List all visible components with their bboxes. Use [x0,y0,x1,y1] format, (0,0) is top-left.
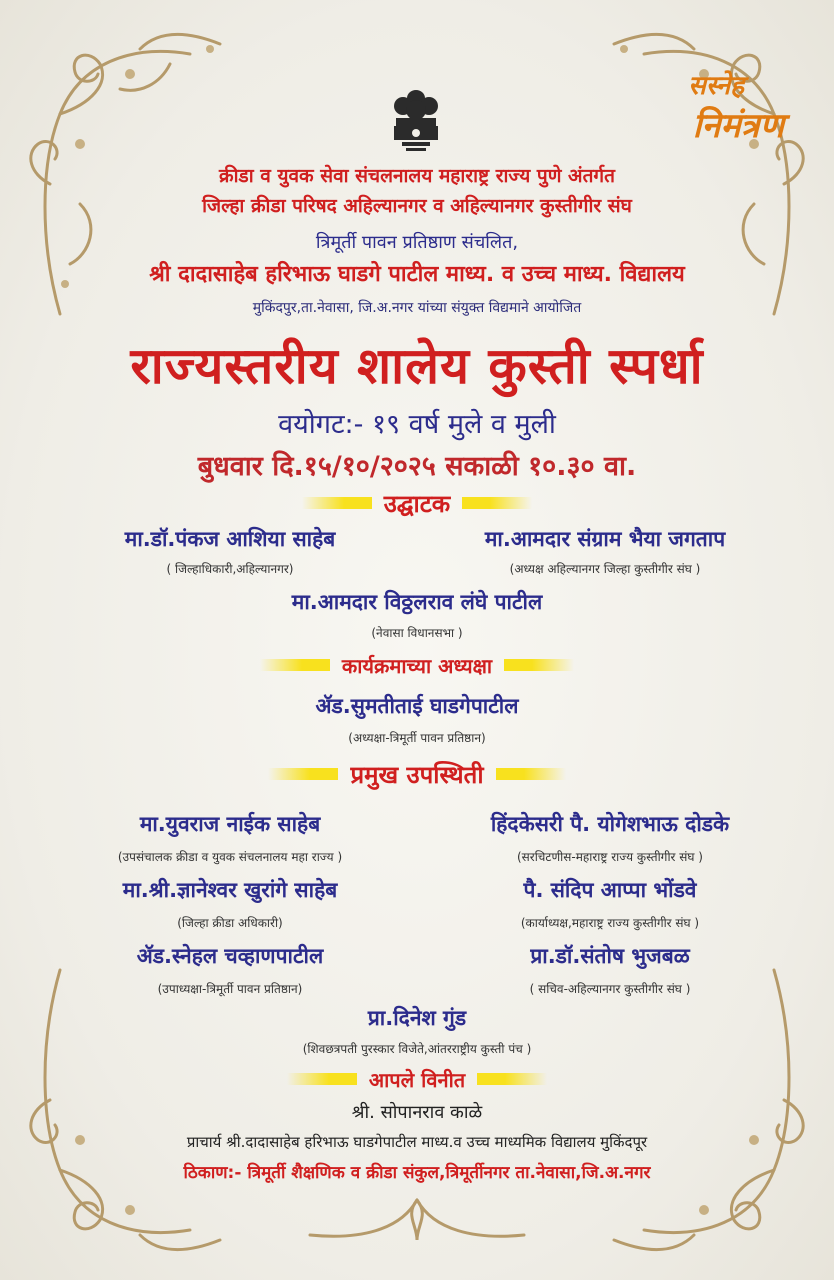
host-name: श्री. सोपानराव काळे [351,1102,483,1123]
badge-line-1: सस्नेह [688,71,744,101]
inaugurator-banner [262,488,572,518]
guest-name-1: मा.युवराज नाईक साहेब [139,812,321,836]
guest-role-2: (सरचिटणीस-महाराष्ट्र राज्य कुस्तीगीर संघ ) [517,850,703,864]
guest-role-4: (कार्याध्यक्ष,महाराष्ट्र राज्य कुस्तीगीर संघ ) [520,916,700,930]
guest-name-6: प्रा.डॉ.संतोष भुजबळ [530,944,690,968]
organizer-line-1: क्रीडा व युवक सेवा संचलनालय महाराष्ट्र राज्य पुणे अंतर्गत [219,165,615,187]
chief-guests-banner [240,759,594,789]
host-heading: आपले विनीत [368,1067,466,1092]
inaugurator-name-2: मा.आमदार संग्राम भैया जगताप [484,527,726,551]
president-heading: कार्यक्रमाच्या अध्यक्षा [341,653,493,678]
guest-name-3: मा.श्री.ज्ञानेश्वर खुरांगे साहेब [122,878,338,902]
host-role: प्राचार्य श्री.दादासाहेब हरिभाऊ घाडगेपाटील माध्य.व उच्च माध्यमिक विद्यालय मुकिंदपूर [186,1133,648,1151]
inaugurator-role-1: ( जिल्हाधिकारी,अहिल्यानगर) [166,562,294,576]
inaugurator-name-1: मा.डॉ.पंकज आशिया साहेब [124,527,336,551]
venue: ठिकाण:- त्रिमूर्ती शैक्षणिक व क्रीडा संकुल,त्रिमूर्तीनगर ता.नेवासा,जि.अ.नगर [183,1163,651,1183]
event-title: राज्यस्तरीय शालेय कुस्ती स्पर्धा [130,337,704,395]
jointly-organized-line: मुकिंदपुर,ता.नेवासा, जि.अ.नगर यांच्या संयुक्त विद्यमाने आयोजित [252,300,582,316]
event-datetime: बुधवार दि.१५/१०/२०२५ सकाळी १०.३० वा. [197,451,637,482]
guest-name-2: हिंदकेसरी पै. योगेशभाऊ दोडके [490,812,730,836]
guest-name-5: ॲड.स्नेहल चव्हाणपाटील [136,944,324,968]
bottom-center-ornament [300,1190,534,1250]
chief-guests-heading: प्रमुख उपस्थिती [350,760,484,789]
inaugurator-name-3: मा.आमदार विठ्ठलराव लंघे पाटील [291,590,543,614]
national-emblem-icon [388,86,444,160]
trust-line: त्रिमूर्ती पावन प्रतिष्ठाण संचलित, [315,232,519,253]
host-banner [272,1064,562,1094]
inaugurator-role-3: (नेवासा विधानसभा ) [371,626,463,640]
president-name: ॲड.सुमतीताई घाडगेपाटील [315,694,519,718]
school-name: श्री दादासाहेब हरिभाऊ घाडगे पाटील माध्य. व उच्च माध्य. विद्यालय [149,262,685,287]
guest-role-6: ( सचिव-अहिल्यानगर कुस्तीगीर संघ ) [529,982,691,996]
inaugurator-role-2: (अध्यक्ष अहिल्यानगर जिल्हा कुस्तीगीर संघ ) [509,562,701,576]
invitation-badge [688,70,784,146]
guest-role-7: (शिवछत्रपती पुरस्कार विजेते,आंतरराष्ट्रीय कुस्ती पंच ) [302,1042,532,1056]
inaugurator-heading: उद्घाटक [383,489,451,518]
guest-role-1: (उपसंचालक क्रीडा व युवक संचलनालय महा राज्य ) [117,850,343,864]
guest-role-5: (उपाध्यक्षा-त्रिमूर्ती पावन प्रतिष्ठान) [157,982,303,996]
guest-role-3: (जिल्हा क्रीडा अधिकारी) [177,916,283,930]
president-role: (अध्यक्षा-त्रिमूर्ती पावन प्रतिष्ठान) [348,731,486,745]
badge-line-2: निमंत्रण [692,106,784,146]
president-banner [232,650,602,680]
organizer-line-2: जिल्हा क्रीडा परिषद अहिल्यानगर व अहिल्यानगर कुस्तीगीर संघ [202,195,632,217]
guest-name-7: प्रा.दिनेश गुंड [367,1006,467,1030]
guest-name-4: पै. संदिप आप्पा भोंडवे [523,878,697,902]
age-group: वयोगट:- १९ वर्ष मुले व मुली [278,409,556,440]
